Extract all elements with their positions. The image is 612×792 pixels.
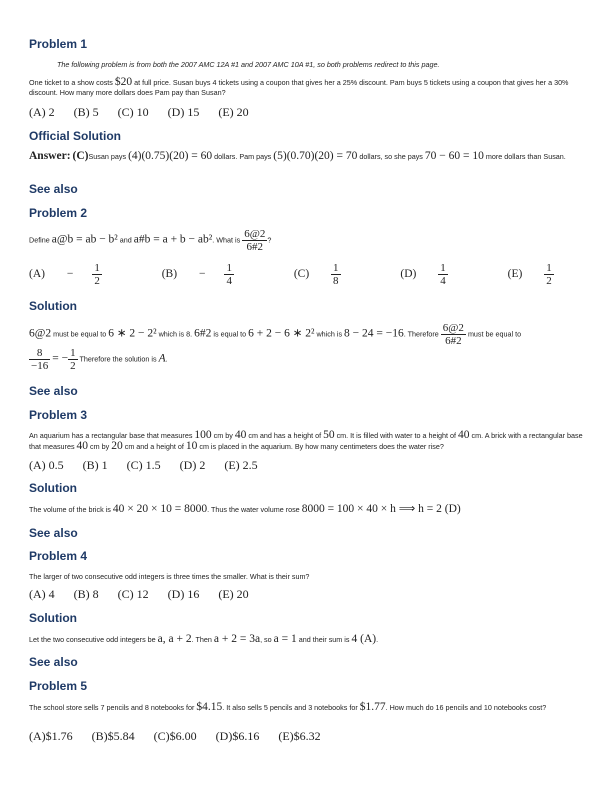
choice: (B)$5.84: [91, 729, 135, 743]
choice: (E) 2.5: [224, 458, 258, 472]
choice: (D)$6.16: [215, 729, 260, 743]
problem-1-note: The following problem is from both the 2007 AMC 12A #1 and 2007 AMC 10A #1, so both problems redirect to this page.: [57, 60, 440, 69]
problem-1-choices: [29, 105, 268, 120]
problem-4-solution-heading: Solution: [29, 611, 77, 625]
choice: (B) 5: [73, 105, 99, 119]
problem-4-heading: Problem 4: [29, 549, 88, 563]
choice: (D) 16: [167, 587, 200, 601]
problem-5-question: The school store sells 7 pencils and 8 notebooks for $4.15. It also sells 5 pencils and 3 notebooks for $1.77. How much do 16 pencils and 10 notebooks cost?: [29, 701, 547, 713]
problem-4-question: The larger of two consecutive odd integers is three times the smaller. What is their sum?: [29, 572, 310, 581]
choice-d: (D) $\frac{1}{4}$: [400, 262, 446, 287]
problem-3-choices: [29, 458, 277, 473]
choice: (B) 1: [82, 458, 108, 472]
problem-1-question: One ticket to a show costs $20 at full price. Susan buys 4 tickets using a coupon that gives her a 25% discount. Pam buys 5 tickets using a coupon that gives her a 30% discount. How many more dollars does Pam pay than Susan?: [29, 76, 569, 97]
problem-3-solution-heading: Solution: [29, 481, 77, 495]
choice: (C) 1.5: [126, 458, 161, 472]
problem-2-heading: Problem 2: [29, 206, 88, 220]
choice: (C)$6.00: [153, 729, 197, 743]
problem-1-heading: Problem 1: [29, 37, 88, 51]
choice-b: (B) − $\frac{1}{4}$: [161, 262, 232, 287]
problem-5-choices: [29, 729, 340, 744]
problem-1-see-also-link[interactable]: See also: [29, 182, 78, 196]
choice: (A) 4: [29, 587, 55, 601]
choice: (E) 20: [218, 105, 249, 119]
problem-5-heading: Problem 5: [29, 679, 88, 693]
problem-1-solution-heading: Official Solution: [29, 129, 121, 143]
choice: (E)$6.32: [278, 729, 321, 743]
problem-4-solution: Let the two consecutive odd integers be a, a + 2. Then a + 2 = 3a, so a = 1 and their sum is 4 (A).: [29, 633, 379, 645]
choice: (B) 8: [73, 587, 99, 601]
choice: (D) 15: [167, 105, 200, 119]
problem-1-solution: Answer: (C)Susan pays (4)(0.75)(20) = 60 dollars. Pam pays (5)(0.70)(20) = 70 dollars, so she pays 70 − 60 = 10 more dollars than Susan.: [29, 150, 566, 162]
choice: (A) 2: [29, 105, 55, 119]
choice: (C) 12: [117, 587, 149, 601]
choice: (D) 2: [179, 458, 206, 472]
problem-2-solution-heading: Solution: [29, 299, 77, 313]
problem-2-solution-line-2: $\frac{8}{-16}$ = − $\frac{1}{2}$ Therefore the solution is A.: [31, 347, 168, 372]
problem-3-solution: The volume of the brick is 40 × 20 × 10 = 8000. Thus the water volume rose 8000 = 100 × 40 × h ⟹ h = 2 (D): [29, 503, 461, 515]
choice-a: (A) − $\frac{1}{2}$: [29, 262, 100, 287]
problem-4-choices: [29, 587, 268, 602]
problem-2-choices: [29, 262, 611, 287]
problem-3-see-also-link[interactable]: See also: [29, 526, 78, 540]
choice: (A) 0.5: [29, 458, 64, 472]
choice-e: (E) $\frac{1}{2}$: [507, 262, 552, 287]
problem-3-question: An aquarium has a rectangular base that measures 100 cm by 40 cm and has a height of 50 cm. It is filled with water to a height of 40 cm. A brick with a rectangular base that measures 40 cm by 20 cm and a height of 10 cm is placed in the aquarium. By how many centimeters does the water rise?: [29, 429, 583, 452]
problem-2-solution-line-1: 6@2 must be equal to 6 ∗ 2 − 2² which is 8. 6#2 is equal to 6 + 2 − 6 ∗ 2² which is 8 − 24 = −16. Therefore $\frac{6@2}{6\#2}$ must be equal to: [29, 322, 522, 347]
problem-4-see-also-link[interactable]: See also: [29, 655, 78, 669]
problem-3-heading: Problem 3: [29, 408, 88, 422]
choice: (E) 20: [218, 587, 249, 601]
problem-2-see-also-link[interactable]: See also: [29, 384, 78, 398]
choice: (C) 10: [117, 105, 149, 119]
choice-c: (C) $\frac{1}{8}$: [293, 262, 339, 287]
problem-2-question: Define a@b = ab − b² and a#b = a + b − ab². What is $\frac{6@2}{6\#2}$ ?: [29, 228, 272, 253]
choice: (A)$1.76: [29, 729, 73, 743]
